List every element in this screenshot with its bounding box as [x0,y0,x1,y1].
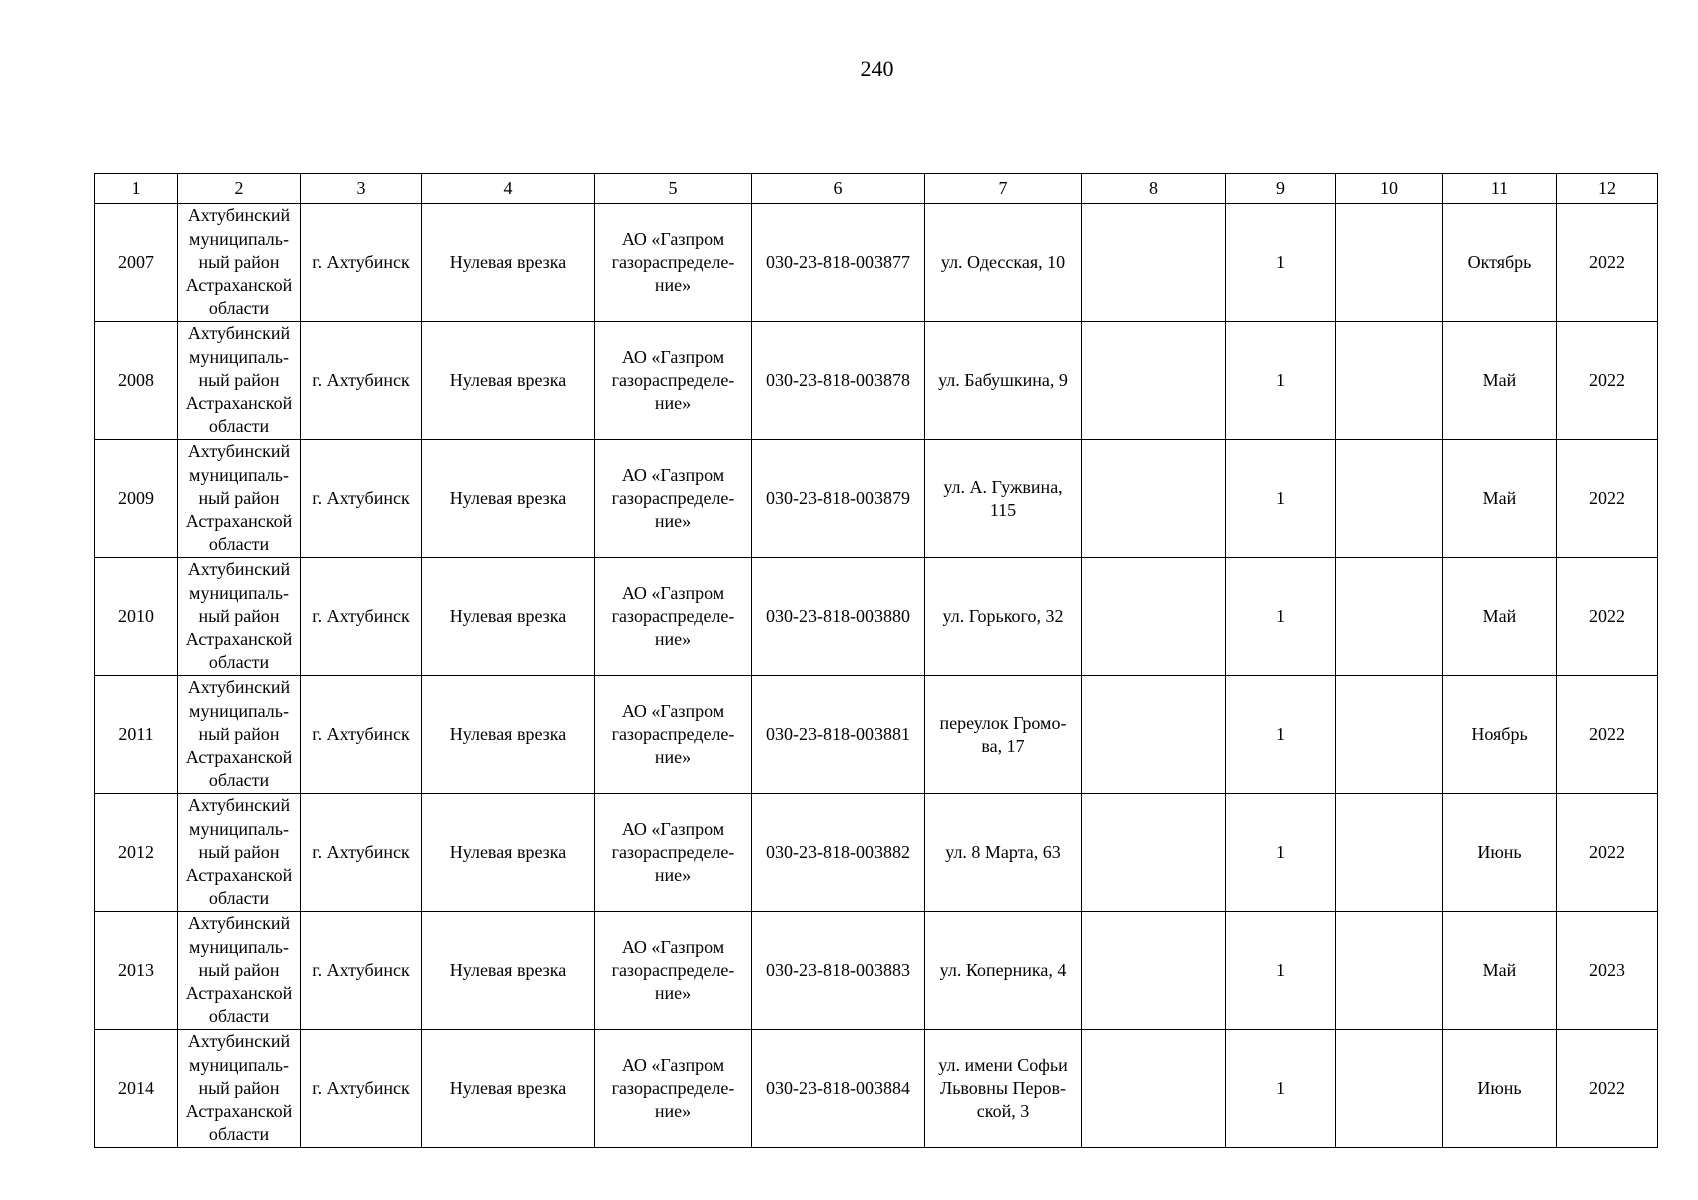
organization-cell [595,204,752,322]
column-10-cell [1336,1030,1443,1148]
district-line: области [208,534,270,555]
district-line: муниципаль- [189,346,289,367]
column-number-cell: 10 [1336,174,1443,204]
column-number-cell: 5 [595,174,752,204]
quantity-cell: 1 [1226,676,1336,794]
table-row [95,676,1658,794]
column-8-cell [1082,322,1226,440]
district-line: области [208,1124,270,1145]
district-line: области [208,652,270,673]
address-line: ул. Бабушкина, 9 [938,370,1068,390]
column-10-cell [1336,794,1443,912]
record-number-cell: 2013 [95,912,178,1030]
district-line: ный район [198,251,280,272]
locality-cell: г. Ахтубинск [301,204,422,322]
district-line: ный район [198,369,280,390]
organization-cell [595,1030,752,1148]
locality-cell: г. Ахтубинск [301,676,422,794]
organization-line: ние» [654,1101,692,1121]
table-row [95,912,1658,1030]
work-type-cell: Нулевая врезка [422,676,595,794]
year-cell: 2022 [1557,440,1658,558]
month-cell: Июнь [1443,1030,1557,1148]
work-type-cell: Нулевая врезка [422,794,595,912]
district-line: области [208,770,270,791]
address-cell [925,322,1082,440]
locality-cell: г. Ахтубинск [301,794,422,912]
column-number-cell: 8 [1082,174,1226,204]
record-number-cell: 2011 [95,676,178,794]
district-line: ный район [198,487,280,508]
organization-line: АО «Газпром [621,937,725,957]
year-cell: 2022 [1557,794,1658,912]
column-10-cell [1336,322,1443,440]
organization-cell [595,440,752,558]
object-code-cell: 030-23-818-003879 [752,440,925,558]
district-line: Ахтубинский [187,677,291,698]
table-row [95,440,1658,558]
work-type-cell: Нулевая врезка [422,204,595,322]
address-cell [925,558,1082,676]
column-number-cell: 9 [1226,174,1336,204]
district-line: Ахтубинский [187,323,291,344]
district-cell [178,204,301,322]
work-type-cell: Нулевая врезка [422,1030,595,1148]
organization-cell [595,558,752,676]
address-line: ул. Коперника, 4 [939,960,1067,980]
column-10-cell [1336,440,1443,558]
object-code-cell: 030-23-818-003877 [752,204,925,322]
district-line: Ахтубинский [187,795,291,816]
address-cell [925,912,1082,1030]
organization-line: газораспределе- [611,606,735,626]
record-number-cell: 2009 [95,440,178,558]
district-line: Ахтубинский [187,559,291,580]
address-cell [925,794,1082,912]
address-line: Львовны Перов- [940,1078,1066,1098]
organization-line: ние» [654,393,692,413]
month-cell: Май [1443,322,1557,440]
organization-line: АО «Газпром [621,1055,725,1075]
column-10-cell [1336,912,1443,1030]
address-line: ул. 8 Марта, 63 [945,842,1061,862]
column-number-cell: 6 [752,174,925,204]
column-number-cell: 1 [95,174,178,204]
district-line: муниципаль- [189,228,289,249]
district-line: области [208,888,270,909]
record-number-cell: 2012 [95,794,178,912]
district-line: Ахтубинский [187,913,291,934]
district-cell [178,558,301,676]
district-line: ный район [198,723,280,744]
address-line: 115 [989,499,1017,520]
object-code-cell: 030-23-818-003884 [752,1030,925,1148]
quantity-cell: 1 [1226,204,1336,322]
address-line: переулок Громо- [939,712,1067,733]
district-cell [178,440,301,558]
column-number-cell: 11 [1443,174,1557,204]
quantity-cell: 1 [1226,440,1336,558]
district-line: ный район [198,959,280,980]
district-line: Астраханской [185,393,293,414]
district-cell [178,794,301,912]
column-number-row [95,174,1658,204]
address-line: ской, 3 [976,1101,1030,1121]
column-number-cell: 7 [925,174,1082,204]
quantity-cell: 1 [1226,794,1336,912]
organization-line: АО «Газпром [621,347,725,367]
district-cell [178,322,301,440]
year-cell: 2022 [1557,676,1658,794]
column-8-cell [1082,794,1226,912]
district-line: муниципаль- [189,464,289,485]
address-cell [925,1030,1082,1148]
record-number-cell: 2007 [95,204,178,322]
record-number-cell: 2008 [95,322,178,440]
work-type-cell: Нулевая врезка [422,558,595,676]
organization-line: ние» [654,983,692,1003]
month-cell: Май [1443,912,1557,1030]
column-10-cell [1336,558,1443,676]
organization-line: ние» [654,275,692,295]
year-cell: 2022 [1557,322,1658,440]
district-line: области [208,298,270,319]
column-8-cell [1082,204,1226,322]
organization-line: ние» [654,865,692,885]
quantity-cell: 1 [1226,1030,1336,1148]
column-number-cell: 3 [301,174,422,204]
locality-cell: г. Ахтубинск [301,322,422,440]
quantity-cell: 1 [1226,912,1336,1030]
organization-line: газораспределе- [611,370,735,390]
address-cell [925,676,1082,794]
object-code-cell: 030-23-818-003881 [752,676,925,794]
column-8-cell [1082,1030,1226,1148]
year-cell: 2023 [1557,912,1658,1030]
work-type-cell: Нулевая врезка [422,912,595,1030]
district-cell [178,1030,301,1148]
district-line: Ахтубинский [187,441,291,462]
month-cell: Май [1443,440,1557,558]
organization-line: АО «Газпром [621,701,725,721]
page-number: 240 [860,56,894,81]
object-code-cell: 030-23-818-003880 [752,558,925,676]
district-cell [178,676,301,794]
organization-line: АО «Газпром [621,583,725,603]
address-cell [925,440,1082,558]
column-10-cell [1336,204,1443,322]
column-8-cell [1082,676,1226,794]
organization-line: ние» [654,629,692,649]
organization-line: ние» [654,747,692,767]
district-line: Астраханской [185,511,293,532]
address-cell [925,204,1082,322]
table-row [95,794,1658,912]
district-line: ный район [198,1077,280,1098]
organization-cell [595,794,752,912]
district-line: ный район [198,605,280,626]
column-number-cell: 2 [178,174,301,204]
district-line: Астраханской [185,275,293,296]
record-number-cell: 2014 [95,1030,178,1148]
address-line: ва, 17 [981,735,1025,756]
district-line: Астраханской [185,629,293,650]
locality-cell: г. Ахтубинск [301,912,422,1030]
district-line: муниципаль- [189,700,289,721]
district-line: ный район [198,841,280,862]
district-line: Астраханской [185,747,293,768]
organization-cell [595,322,752,440]
district-line: Ахтубинский [187,1031,291,1052]
district-line: Астраханской [185,983,293,1004]
organization-cell [595,676,752,794]
month-cell: Октябрь [1443,204,1557,322]
district-line: области [208,416,270,437]
year-cell: 2022 [1557,558,1658,676]
district-line: области [208,1006,270,1027]
column-number-cell: 12 [1557,174,1658,204]
organization-line: АО «Газпром [621,819,725,839]
district-cell [178,912,301,1030]
locality-cell: г. Ахтубинск [301,440,422,558]
table-row [95,204,1658,322]
table-row [95,1030,1658,1148]
district-line: муниципаль- [189,818,289,839]
address-line: ул. Одесская, 10 [940,252,1066,272]
address-line: ул. Горького, 32 [942,606,1064,626]
organization-line: газораспределе- [611,842,735,862]
year-cell: 2022 [1557,204,1658,322]
table-row [95,558,1658,676]
district-line: муниципаль- [189,582,289,603]
organization-line: АО «Газпром [621,229,725,249]
object-code-cell: 030-23-818-003882 [752,794,925,912]
locality-cell: г. Ахтубинск [301,1030,422,1148]
column-8-cell [1082,440,1226,558]
column-8-cell [1082,912,1226,1030]
month-cell: Май [1443,558,1557,676]
column-10-cell [1336,676,1443,794]
district-line: Астраханской [185,1101,293,1122]
district-line: Астраханской [185,865,293,886]
object-code-cell: 030-23-818-003878 [752,322,925,440]
month-cell: Ноябрь [1443,676,1557,794]
organization-cell [595,912,752,1030]
district-line: Ахтубинский [187,205,291,226]
quantity-cell: 1 [1226,558,1336,676]
registry-table [94,173,1658,1148]
organization-line: АО «Газпром [621,465,725,485]
district-line: муниципаль- [189,1054,289,1075]
work-type-cell: Нулевая врезка [422,322,595,440]
quantity-cell: 1 [1226,322,1336,440]
organization-line: газораспределе- [611,252,735,272]
column-number-cell: 4 [422,174,595,204]
month-cell: Июнь [1443,794,1557,912]
organization-line: газораспределе- [611,960,735,980]
organization-line: газораспределе- [611,488,735,508]
address-line: ул. А. Гужвина, [943,476,1063,497]
column-8-cell [1082,558,1226,676]
organization-line: газораспределе- [611,724,735,744]
year-cell: 2022 [1557,1030,1658,1148]
table-row [95,322,1658,440]
record-number-cell: 2010 [95,558,178,676]
object-code-cell: 030-23-818-003883 [752,912,925,1030]
organization-line: газораспределе- [611,1078,735,1098]
work-type-cell: Нулевая врезка [422,440,595,558]
district-line: муниципаль- [189,936,289,957]
organization-line: ние» [654,511,692,531]
address-line: ул. имени Софьи [938,1055,1068,1075]
locality-cell: г. Ахтубинск [301,558,422,676]
